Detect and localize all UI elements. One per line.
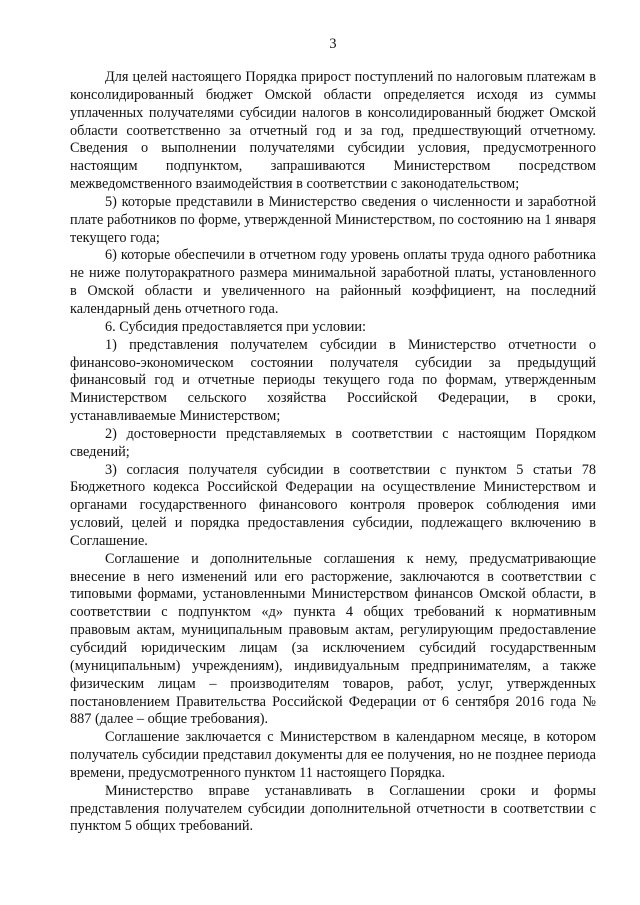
paragraph-subsidy-condition-2: 2) достоверности представляемых в соответствии с настоящим Порядком сведений;: [70, 425, 596, 460]
paragraph-subsidy-condition-3: 3) согласия получателя субсидии в соответствии с пунктом 5 статьи 78 Бюджетного кодекса Российской Федерации на осуществление Министерством и органами государственного финансового контроля проверок соблюдения ими условий, целей и порядка предоставления субсидии, подлежащего включению в Соглашение.: [70, 461, 596, 549]
paragraph-section-6-heading: 6. Субсидия предоставляется при условии:: [105, 318, 366, 335]
paragraph-subsidy-condition-1: 1) представления получателем субсидии в Министерство отчетности о финансово-экономическом состоянии получателя субсидии за предыдущий финансовый год и отчетные периоды текущего года по формам, утвержденным Министерством сельского хозяйства Российской Федерации, в сроки, устанавливаемые Министерством;: [70, 336, 596, 425]
paragraph-condition-5: 5) которые представили в Министерство сведения о численности и заработной плате работников по форме, утвержденной Министерством, по состоянию на 1 января текущего года;: [70, 193, 596, 246]
paragraph-reporting-terms: Министерство вправе устанавливать в Соглашении сроки и формы представления получателем субсидии дополнительной отчетности в соответствии с пунктом 5 общих требований.: [70, 782, 596, 835]
paragraph-condition-6: 6) которые обеспечили в отчетном году уровень оплаты труда одного работника не ниже полуторакратного размера минимальной заработной платы, установленного в Омской области и увеличенного на районный коэффициент, на последний календарный день отчетного года.: [70, 247, 596, 317]
document-body: [70, 69, 596, 836]
paragraph-agreement-conclusion: Соглашение заключается с Министерством в календарном месяце, в котором получатель субсидии представил документы для ее получения, но не позднее периода времени, предусмотренного пунктом 11 настоящего Порядка.: [70, 729, 596, 781]
page-number: 3: [329, 36, 337, 52]
paragraph-agreement-forms: Соглашение и дополнительные соглашения к нему, предусматривающие внесение в него изменений или его расторжение, заключаются в соответствии с типовыми формами, установленными Министерством финансов Омской области, в соответствии с подпунктом «д» пункта 4 общих требований к нормативным правовым актам, муниципальным правовым актам, регулирующим предоставление субсидий юридическим лицам (за исключением субсидий государственным (муниципальным) учреждениям), индивидуальным предпринимателям, а также физическим лицам – производителям товаров, работ, услуг, утвержденных постановлением Правительства Российской Федерации от 6 сентября 2016 года № 887 (далее – общие требования).: [70, 550, 596, 728]
paragraph-tax-growth: Для целей настоящего Порядка прирост поступлений по налоговым платежам в консолидированный бюджет Омской области определяется исходя из суммы уплаченных получателями субсидии налогов в консолидированный бюджет Омской области соответственно за отчетный год и за год, предшествующий отчетному. Сведения о выполнении получателями субсидии условия, предусмотренного настоящим подпунктом, запрашиваются Министерством посредством межведомственного взаимодействия в соответствии с законодательством;: [70, 69, 596, 193]
